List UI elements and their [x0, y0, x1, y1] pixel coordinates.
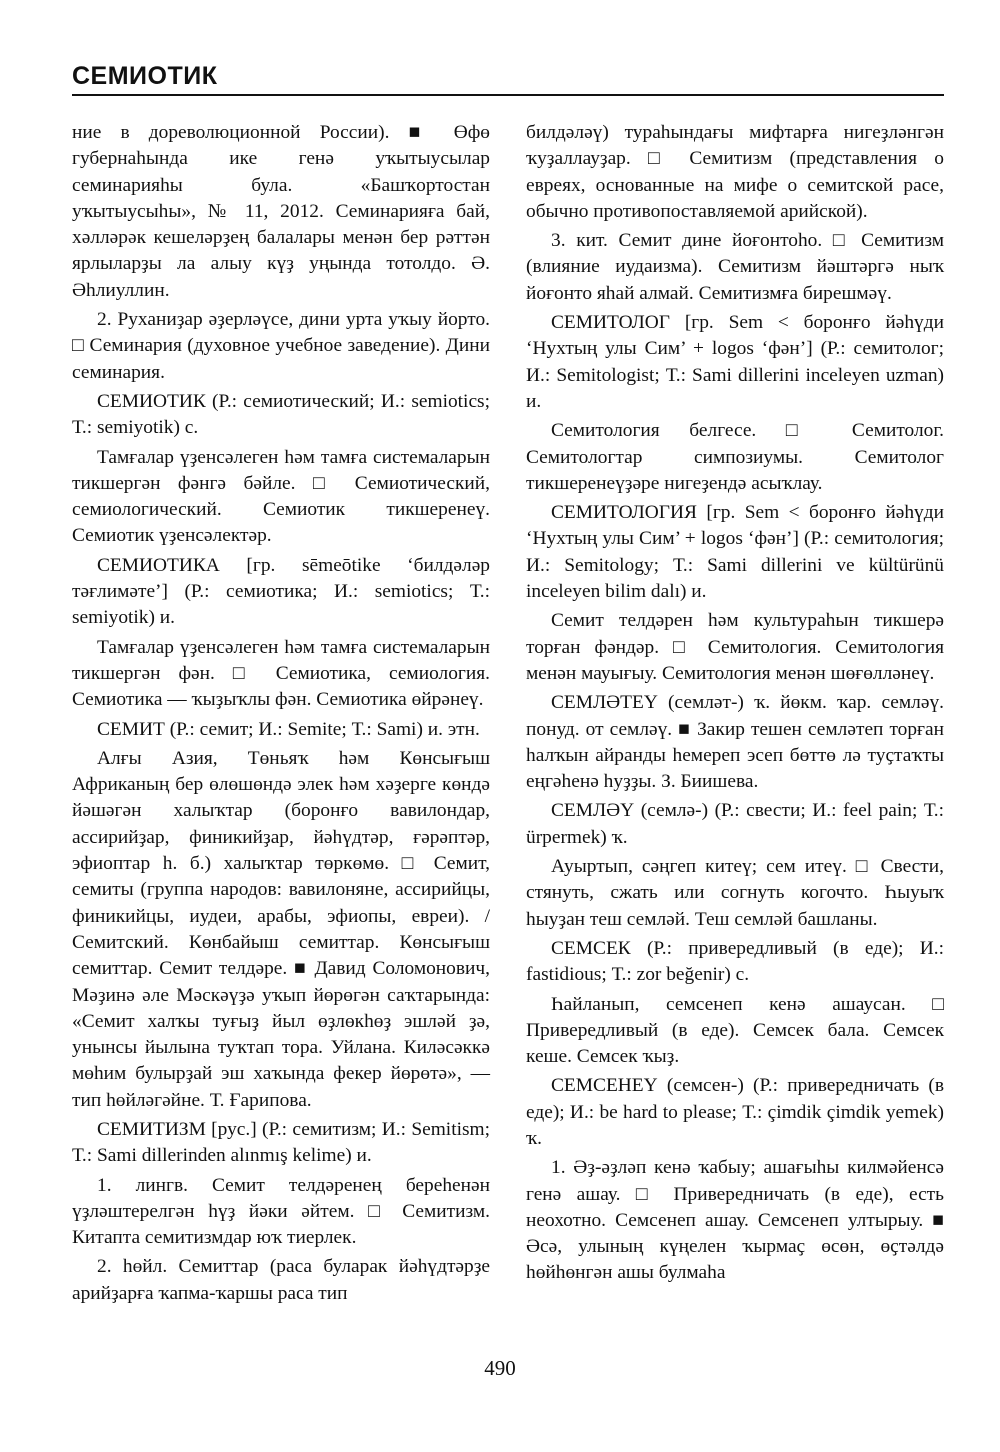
- headword-line: СЕМСЕК (Р.: привередливый (в еде); И.: fastidious; Т.: zor beğenir) с.: [526, 937, 944, 986]
- entry-paragraph: 3. кит. Семит дине йоғонтоһо. □ Семитизм (влияние иудаизма). Семитизм йәштәргә ныҡ йоғонто яһай алмай. Семитизмға бирешмәү.: [526, 230, 944, 304]
- headword-line: СЕМИОТИК (Р.: семиотический; И.: semiotics; Т.: semiyotik) с.: [72, 390, 490, 439]
- entry-paragraph: ние в дореволюционной России). ■ Өфө губернаһында ике генә уҡытыусылар семинарияһы була. «Башҡортостан уҡытыусыһы», № 11, 2012. Семинарияға бай, хәлләрәк кешеләрҙең балалары менән бер рәттән ярлыларҙы ла алыу күҙ уңында тотолдо. Ә. Әһлиуллин.: [72, 122, 490, 301]
- headword-line: СЕМИТОЛОГ [гр. Sem < боронғо йәһүди ‘Нухтың улы Сим’ + logos ‘фән’] (Р.: семитолог; И.: Semitologist; Т.: Sami dillerini inceleyen uzman) и.: [526, 312, 944, 412]
- headword-line: СЕМИТ (Р.: семит; И.: Semite; Т.: Sami) и. этн.: [97, 718, 480, 740]
- entry-paragraph: Алғы Азия, Төньяҡ һәм Көнсығыш Африканың бер өлөшөндә элек һәм хәҙерге көндә йәшәгән халыҡтар (боронғо вавилондар, ассирийҙар, финикийҙар, йәһүдтәр, ғәрәптәр, эфиоптар һ. б.) халыҡтар төркөмө. □ Семит, семиты (группа народов: вавилоняне, ассирийцы, финикийцы, иудеи, арабы, эфиопы, евреи). / Семитский. Көнбайыш семиттар. Көнсығыш семиттар. Семит телдәре. ■ Давид Соломонович, Мәҙинә әле Мәскәүҙә уҡып йөрөгән саҡтарында: «Семит халҡы туғыҙ йыл өҙлөкһөҙ эшләй ҙә, унынсы йылына туҡтап тора. Уйлана. Киләсәккә мөһим булырҙай эш хаҡында фекер йөрөтә», — тип һөйләгәйне. Т. Ғарипова.: [72, 747, 490, 1111]
- entry-paragraph: 1. лингв. Семит телдәренең береһенән үҙләштерелгән һүҙ йәки әйтем. □ Семитизм. Китапта семитизмдар юҡ тиерлек.: [72, 1174, 490, 1249]
- left-column: [72, 120, 490, 1310]
- entry-paragraph: Ауыртып, сәңгеп китеү; сем итеү. □ Свести, стянуть, сжать или согнуть когочто. Һыуыҡ һыуҙан теш семләй. Теш семләй башланы.: [526, 856, 944, 930]
- headword-line: СЕМИТИЗМ [рус.] (Р.: семитизм; И.: Semitism; Т.: Sami dillerinden alınmış kelime) и.: [72, 1118, 490, 1167]
- right-column: [526, 120, 944, 1290]
- headword-line: СЕМИОТИКА [гр. sēmeōtike ‘билдәләр тәғлимәте’] (Р.: семиотика; И.: semiotics; Т.: semiyotik) и.: [72, 554, 490, 629]
- entry-paragraph: Тамғалар үҙенсәлеген һәм тамға системаларын тикшергән фән. □ Семиотика, семиология. Семиотика — ҡыҙыҡлы фән. Семиотика өйрәнеү.: [72, 636, 490, 711]
- entry-paragraph: Һайланып, семсенеп кенә ашаусан. □ Привередливый (в еде). Семсек бала. Семсек кеше. Семсек ҡыҙ.: [526, 993, 944, 1068]
- entry-paragraph: 1. Әҙ-әҙләп кенә ҡабыу; ашағыһы килмәйенсә генә ашау. □ Привередничать (в еде), есть неохотно. Семсенеп ашау. Семсенеп ултырыу. ■ Әсә, улының күңелен ҡырмаҫ өсөн, өҫтәлдә һөйһөнгән ашы булмаһа: [526, 1157, 944, 1284]
- entry-paragraph: билдәләү) тураһындағы мифтарға нигеҙләнгән ҡуҙаллауҙар. □ Семитизм (представления о евреях, основанные на мифе о семитской расе, обычно противопоставляемой арийской).: [526, 122, 944, 222]
- headword-line: СЕМЛӘТЕҮ (семләт-) ҡ. йөкм. ҡар. семләү. понуд. от семләү. ■ Закир тешен семләтеп торған һалҡын айранды һемереп эсеп бөттө лә туҫтаҡты еңгәһенә һуҙҙы. З. Биишева.: [526, 692, 944, 793]
- entry-paragraph: Семит телдәрен һәм культураһын тикшерә торған фәндәр. □ Семитология. Семитология менән мауығыу. Семитология менән шөғөлләнеү.: [526, 610, 944, 684]
- headword-line: СЕМЛӘҮ (семлә-) (Р.: свести; И.: feel pain; Т.: ürpermek) ҡ.: [526, 800, 944, 848]
- entry-paragraph: Тамғалар үҙенсәлеген һәм тамға системаларын тикшергән фәнгә бәйле. □ Семиотический, семиологический. Семиотик тикшеренеү. Семиотик үҙенсәлектәр.: [72, 446, 490, 547]
- headword-line: СЕМИТОЛОГИЯ [гр. Sem < боронғо йәһүди ‘Нухтың улы Сим’ + logos ‘фән’] (Р.: семитология; И.: Semitology; Т.: Sami dillerini ve kültürünü inceleyen bilim dalı) и.: [526, 502, 944, 603]
- running-head: СЕМИОТИК: [72, 62, 218, 90]
- entry-paragraph: 2. һөйл. Семиттар (раса буларак йәһүдтәрҙе арийҙарға ҡапма-ҡаршы раса тип: [72, 1256, 490, 1304]
- entry-paragraph: 2. Руханиҙар әҙерләүсе, дини урта уҡыу йорто. □ Семинария (духовное учебное заведение). Дини семинария.: [72, 309, 490, 383]
- headword-line: СЕМСЕНЕҮ (семсен-) (Р.: привередничать (в еде); И.: be hard to please; Т.: çimdik çimdik yemek) ҡ.: [526, 1075, 944, 1149]
- page-number: 490: [484, 1356, 516, 1380]
- header-rule: [72, 94, 944, 96]
- entry-paragraph: Семитология белгесе. □ Семитолог. Семитологтар симпозиумы. Семитолог тикшеренеүҙәре нигеҙендә асыҡлау.: [526, 420, 944, 494]
